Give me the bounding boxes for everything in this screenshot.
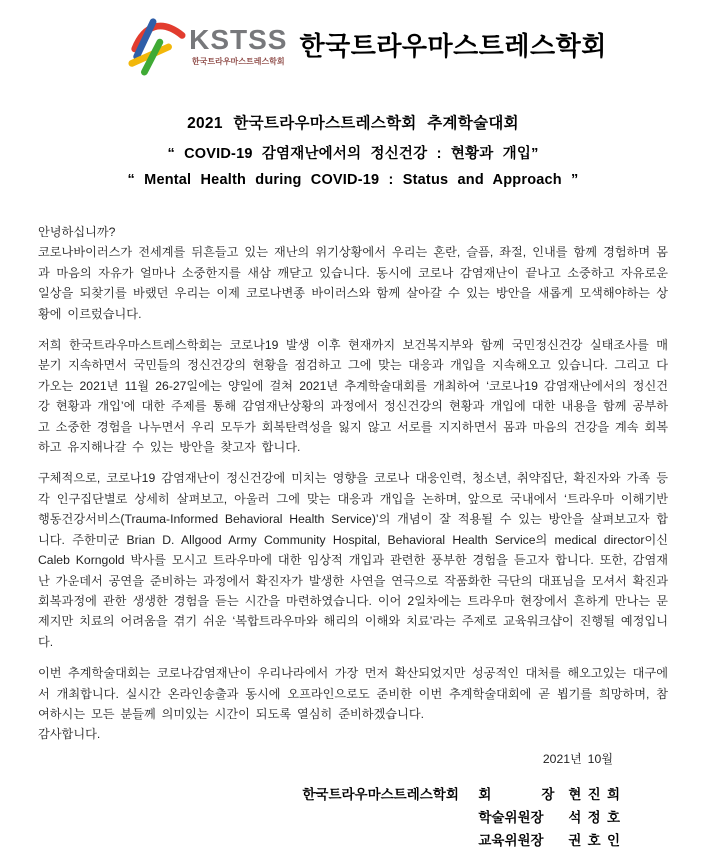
paragraph-2: 저희 한국트라우마스트레스학회는 코로나19 발생 이후 현재까지 보건복지부와 함께 국민정신건강 실태조사를 매 분기 지속하면서 국민들의 정신건강의 현황을 점검하고 그에 맞는 대응과 개입을 지속해오고 있습니다. 그리고 다가오는 2021년 11월 26-27일에는 양일에 걸쳐 2021년 추계학술대회를 개최하여 ‘코로나19 감염재난에서의 정신건강 현황과 개입’에 대한 주제를 통해 감염재난상황의 과정에서 정신건강의 현황과 개입에 대한 내용을 함께 공부하고 소중한 경험을 나누면서 우리 모두가 회복탄력성을 잃지 않고 서로를 지지하면서 몸과 마음의 건강을 계속 회복하고 유지해나갈 수 있는 방안을 찾고자 합니다. xyxy=(38,338,668,455)
logo-text xyxy=(189,25,287,67)
signature-role-name: 현 진 희 xyxy=(568,786,620,802)
signature-role-title: 교육위원장 xyxy=(478,832,544,848)
signature-role-name: 석 정 호 xyxy=(568,809,620,825)
conference-title-block xyxy=(0,111,706,188)
kstss-logo-symbol-icon xyxy=(127,15,185,75)
letter-date: 2021년 10월 xyxy=(542,751,613,766)
paragraph-4: 이번 추계학술대회는 코로나감염재난이 우리나라에서 가장 먼저 확산되었지만 성공적인 대처를 해오고있는 대구에서 개최합니다. 실시간 온라인송출과 동시에 오프라인으로도 준비한 이번 추계학술대회에 곧 뵙기를 희망하며, 참여하시는 모든 분들께 의미있는 시간이 되도록 열심히 준비하겠습니다. xyxy=(38,666,668,721)
signature-block xyxy=(302,783,620,852)
greeting: 안녕하십니까? xyxy=(38,225,116,239)
paragraph-1: 코로나바이러스가 전세계를 뒤흔들고 있는 재난의 위기상황에서 우리는 혼란, 슬픔, 좌절, 인내를 함께 경험하며 몸과 마음의 자유가 얼마나 소중한지를 새삼 깨닫고 있습니다. 동시에 코로나 감염재난이 끝나고 소중하고 자유로운 일상을 되찾기를 바랬던 우리는 이제 코로나변종 바이러스와 함께 살아갈 수 있는 방안을 새롭게 모색해야하는 상황에 이르렀습니다. xyxy=(38,245,668,321)
signature-org xyxy=(302,806,462,829)
signature-row xyxy=(302,806,620,829)
conference-subtitle-english: “ Mental Health during COVID-19 : Status and Approach ” xyxy=(127,172,579,188)
kstss-logo xyxy=(127,13,287,75)
letterhead xyxy=(14,0,720,75)
org-name-title: 한국트라우마스트레스학회 xyxy=(299,30,607,61)
paragraph-3: 구체적으로, 코로나19 감염재난이 정신건강에 미치는 영향을 코로나 대응인력, 청소년, 취약집단, 확진자와 가족 등 각 인구집단별로 상세히 살펴보고, 아울러 그에 맞는 대응과 개입을 논하며, 앞으로 국내에서 ‘트라우마 이해기반 행동건강서비스(Trauma-Informed Behavioral Health Service)’의 개념이 잘 적용될 수 있는 방안을 살펴보고자 합니다. 주한미군 Brian D. Allgood Army Community Hospital, Behavioral Health Service의 medical director이신 Caleb Korngold 박사를 모시고 트라우마에 대한 임상적 개입과 관련한 풍부한 경험을 듣고자 합니다. 또한, 감염재난 가운데서 공연을 준비하는 과정에서 확진자가 발생한 사연을 연극으로 작품화한 극단의 대표님을 모셔서 확진과 회복과정에 관한 생생한 경험을 듣는 시간을 마련하였습니다. 이어 2일차에는 트라우마 현장에서 흔하게 만나는 문제지만 치료의 어려움을 겪기 쉬운 ‘복합트라우마와 해리의 이해와 치료’라는 주제로 교육워크샵이 진행될 예정입니다. xyxy=(38,471,668,649)
signature-role-name: 권 호 인 xyxy=(568,832,620,848)
signature-row xyxy=(302,783,620,806)
logo-subtext: 한국트라우마스트레스학회 xyxy=(191,57,285,66)
conference-subtitle-korean: “ COVID-19 감염재난에서의 정신건강 : 현황과 개입” xyxy=(167,146,539,162)
logo-acronym: KSTSS xyxy=(189,24,288,55)
letter-body xyxy=(0,222,706,852)
signature-org xyxy=(302,829,462,852)
signature-org: 한국트라우마스트레스학회 xyxy=(302,786,459,802)
signature-role-title: 학술위원장 xyxy=(478,809,544,825)
signature-row xyxy=(302,829,620,852)
conference-title: 2021 한국트라우마스트레스학회 추계학술대회 xyxy=(187,115,519,132)
signature-role-title: 회 장 xyxy=(478,786,555,802)
closing-thanks: 감사합니다. xyxy=(38,727,101,742)
